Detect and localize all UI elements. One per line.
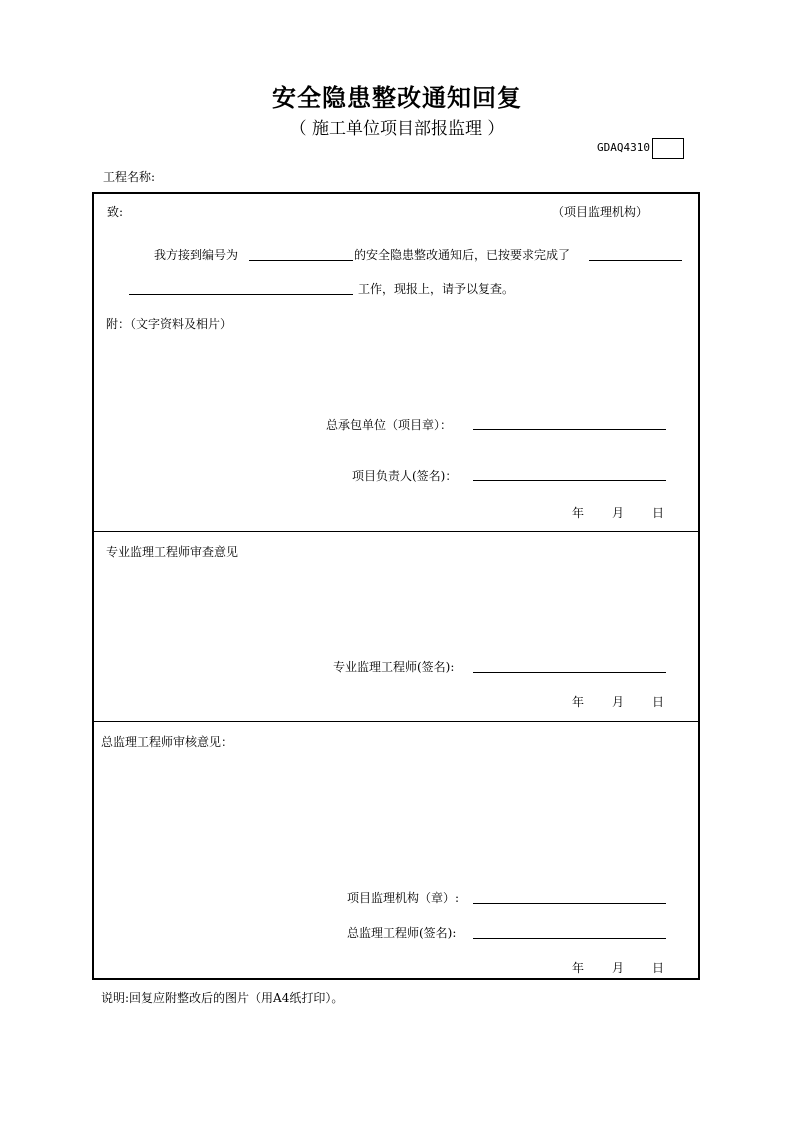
- chief-engineer-label: 总监理工程师(签名):: [347, 926, 457, 940]
- reply-line1-middle: 的安全隐患整改通知后，已按要求完成了: [354, 248, 571, 262]
- page-title: 安全隐患整改通知回复: [272, 84, 522, 112]
- chief-opinion-label: 总监理工程师审核意见：: [101, 735, 234, 749]
- date-day-label: 日: [652, 506, 665, 520]
- specialist-opinion-label: 专业监理工程师审查意见: [106, 545, 239, 559]
- form-number-field[interactable]: [652, 138, 684, 159]
- chief-engineer-signature-field[interactable]: [473, 938, 666, 939]
- section-divider-2: [92, 721, 700, 722]
- project-manager-signature-field[interactable]: [473, 480, 666, 481]
- notice-number-field[interactable]: [249, 260, 353, 261]
- date-year-label: 年: [572, 695, 585, 709]
- completed-work-field-2[interactable]: [129, 294, 353, 295]
- specialist-engineer-signature-field[interactable]: [473, 672, 666, 673]
- project-name-label: 工程名称:: [103, 170, 156, 184]
- supervision-org-seal-label: 项目监理机构（章）:: [347, 891, 460, 905]
- date-day-label: 日: [652, 961, 665, 975]
- date-month-label: 月: [612, 695, 625, 709]
- specialist-engineer-label: 专业监理工程师(签名):: [333, 660, 455, 674]
- date-year-label: 年: [572, 961, 585, 975]
- to-label: 致:: [107, 205, 124, 219]
- date-month-label: 月: [612, 506, 625, 520]
- footer-note: 说明:回复应附整改后的图片（用A4纸打印）。: [101, 991, 344, 1005]
- supervision-org-label: （项目监理机构）: [552, 205, 649, 219]
- date-day-label: 日: [652, 695, 665, 709]
- reply-line2-suffix: 工作，现报上，请予以复查。: [358, 282, 515, 296]
- completed-work-field-1[interactable]: [589, 260, 682, 261]
- date-month-label: 月: [612, 961, 625, 975]
- page-subtitle: （ 施工单位项目部报监理 ）: [289, 119, 505, 139]
- form-code: GDAQ4310: [597, 141, 650, 154]
- attachment-label: 附：（文字资料及相片）: [106, 317, 233, 331]
- reply-line1-prefix: 我方接到编号为: [154, 248, 239, 262]
- contractor-seal-label: 总承包单位（项目章）：: [326, 418, 453, 432]
- section-divider-1: [92, 531, 700, 532]
- supervision-org-seal-field[interactable]: [473, 903, 666, 904]
- contractor-seal-field[interactable]: [473, 429, 666, 430]
- form-frame: [92, 192, 700, 980]
- date-year-label: 年: [572, 506, 585, 520]
- project-manager-label: 项目负责人(签名)：: [352, 469, 458, 483]
